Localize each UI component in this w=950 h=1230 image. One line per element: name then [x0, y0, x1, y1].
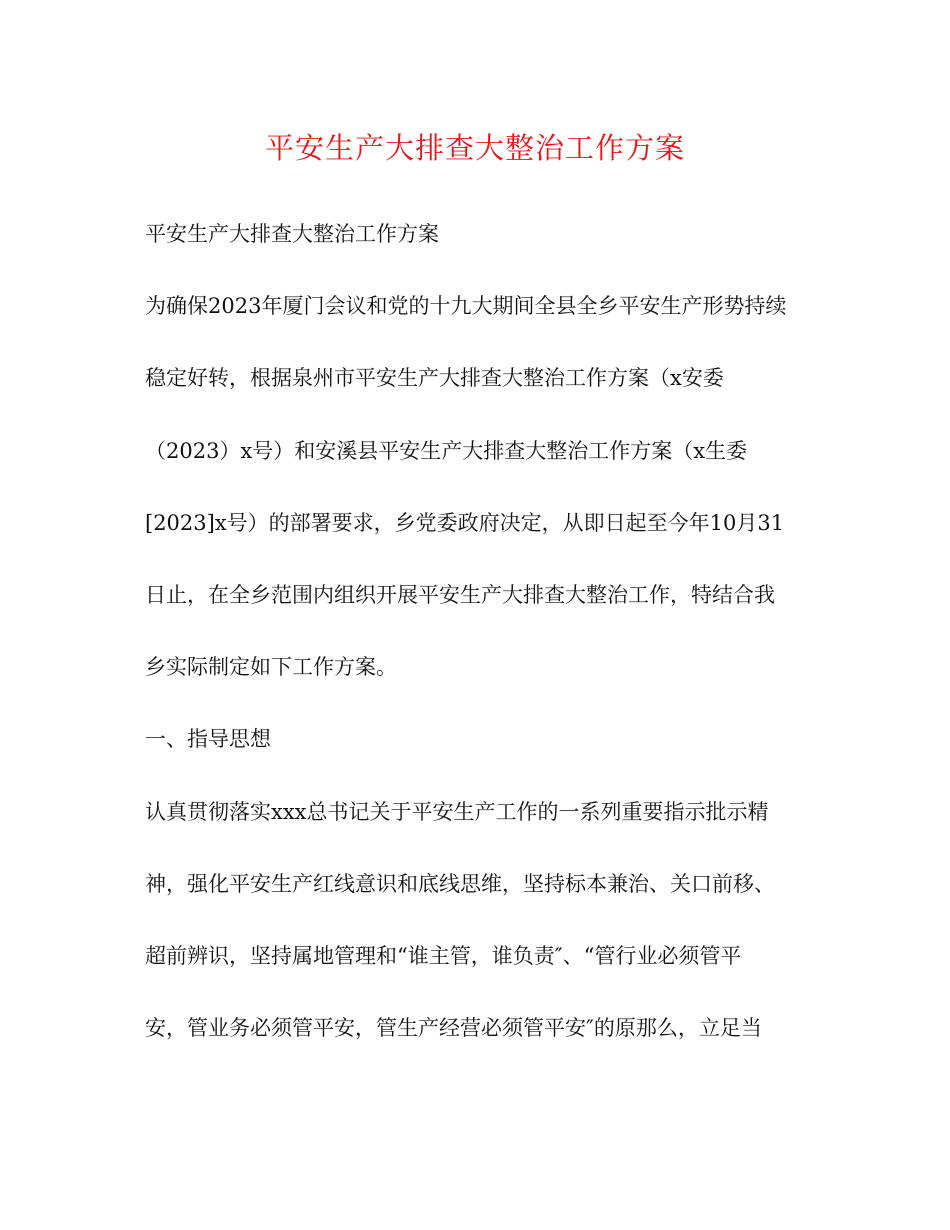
body-line-2: 为确保2023年厦门会议和党的十九大期间全县全乡平安生产形势持续 — [145, 294, 787, 318]
document-title: 平安生产大排查大整治工作方案 — [264, 131, 685, 165]
body-line-7: 乡实际制定如下工作方案。 — [145, 655, 397, 679]
body-line-1: 平安生产大排查大整治工作方案 — [145, 222, 439, 246]
body-line-4: （2023）x号）和安溪县平安生产大排查大整治工作方案（x生委 — [145, 439, 748, 463]
body-line-5: [2023]x号）的部署要求，乡党委政府决定，从即日起至今年10月31 — [145, 511, 785, 535]
body-line-6: 日止，在全乡范围内组织开展平安生产大排查大整治工作，特结合我 — [145, 583, 775, 607]
body-line-10: 神，强化平安生产红线意识和底线思维，坚持标本兼治、关口前移、 — [145, 872, 775, 896]
body-line-3: 稳定好转，根据泉州市平安生产大排查大整治工作方案（x安委 — [145, 366, 724, 390]
body-line-12: 安，管业务必须管平安，管生产经营必须管平安″的原那么，立足当 — [145, 1016, 762, 1040]
body-line-9: 认真贯彻落实xxx总书记关于平安生产工作的一系列重要指示批示精 — [145, 800, 769, 824]
body-line-11: 超前辨识，坚持属地管理和“谁主管，谁负责″、“管行业必须管平 — [145, 944, 742, 968]
section-heading: 一、指导思想 — [145, 727, 271, 751]
